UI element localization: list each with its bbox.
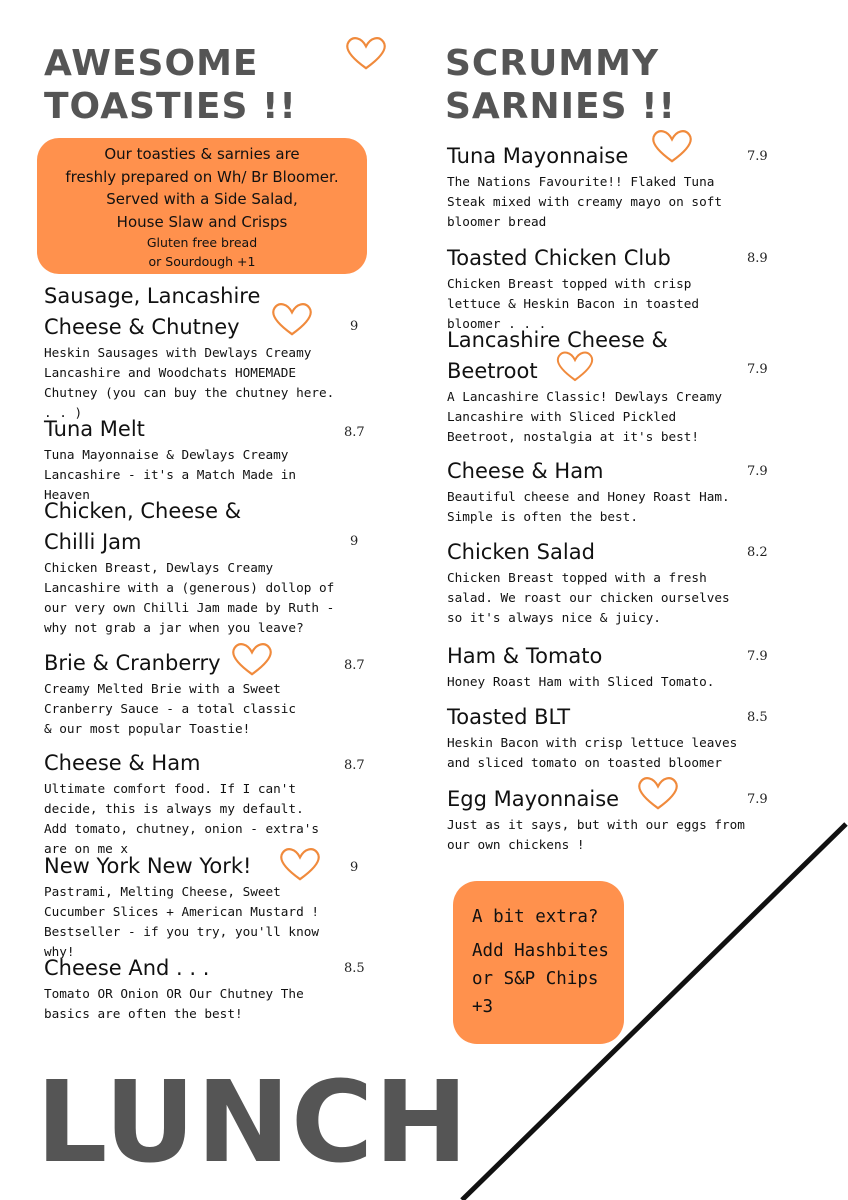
sarnie-item bbox=[447, 784, 757, 855]
item-price: 8.7 bbox=[344, 658, 365, 673]
info-note: or Sourdough +1 bbox=[148, 254, 256, 269]
sarnie-item bbox=[447, 456, 757, 527]
item-name: Cheese & Ham bbox=[447, 459, 604, 483]
sarnie-item bbox=[447, 141, 757, 232]
item-description: Pastrami, Melting Cheese, Sweet Cucumber Slices + American Mustard ! Bestseller - if you try, you'll know why! bbox=[44, 884, 319, 959]
heart-outline-icon bbox=[228, 640, 276, 680]
heart-outline-icon bbox=[342, 34, 390, 74]
info-line: House Slaw and Crisps bbox=[116, 212, 288, 231]
info-note: Gluten free bread bbox=[146, 235, 258, 250]
item-price: 7.9 bbox=[747, 649, 768, 664]
heart-outline-icon bbox=[268, 300, 316, 340]
extras-box bbox=[453, 881, 624, 1044]
item-description: The Nations Favourite!! Flaked Tuna Steak mixed with creamy mayo on soft bloomer bread bbox=[447, 174, 722, 229]
sarnie-item bbox=[447, 325, 757, 447]
item-price: 8.9 bbox=[747, 251, 768, 266]
item-price: 8.7 bbox=[344, 758, 365, 773]
item-description: Chicken Breast topped with crisp lettuce & Heskin Bacon in toasted bloomer . . . bbox=[447, 276, 700, 331]
item-description: Ultimate comfort food. If I can't decide, this is always my default. Add tomato, chutney, onion - extra's are on me x bbox=[44, 781, 319, 856]
item-description: Tuna Mayonnaise & Dewlays Creamy Lancashire - it's a Match Made in Heaven bbox=[44, 447, 297, 502]
item-description: A Lancashire Classic! Dewlays Creamy Lancashire with Sliced Pickled Beetroot, nostalgia at it's best! bbox=[447, 389, 722, 444]
info-line: Served with a Side Salad, bbox=[106, 190, 298, 208]
toastie-item bbox=[44, 496, 344, 638]
item-description: Just as it says, but with our eggs from our own chickens ! bbox=[447, 817, 745, 852]
item-price: 8.7 bbox=[344, 425, 365, 440]
heart-outline-icon bbox=[276, 845, 324, 885]
toastie-item bbox=[44, 648, 344, 739]
item-name: Cheese And . . . bbox=[44, 956, 210, 980]
info-box bbox=[37, 138, 367, 274]
item-price: 8.5 bbox=[747, 710, 768, 725]
toastie-item bbox=[44, 748, 344, 859]
lunch-title: LUNCH bbox=[36, 1058, 469, 1188]
item-price: 7.9 bbox=[747, 792, 768, 807]
item-price: 7.9 bbox=[747, 362, 768, 377]
extras-text: Add Hashbites or S&P Chips +3 bbox=[472, 941, 609, 1017]
item-description: Chicken Breast, Dewlays Creamy Lancashire with a (generous) dollop of our very own Chilli Jam made by Ruth - why not grab a jar when you leave? bbox=[44, 560, 335, 635]
item-description: Beautiful cheese and Honey Roast Ham. Simple is often the best. bbox=[447, 489, 730, 524]
info-line: Our toasties & sarnies are bbox=[104, 145, 300, 163]
item-price: 7.9 bbox=[747, 464, 768, 479]
item-price: 9 bbox=[350, 534, 359, 549]
item-name: Chicken, Cheese & Chilli Jam bbox=[44, 499, 242, 554]
heart-outline-icon bbox=[634, 774, 682, 814]
item-description: Tomato OR Onion OR Our Chutney The basics are often the best! bbox=[44, 986, 304, 1021]
toasties-heading: AWESOME TOASTIES !! bbox=[44, 43, 297, 127]
toastie-item bbox=[44, 414, 344, 505]
item-name: Tuna Melt bbox=[44, 417, 145, 441]
sarnies-heading: SCRUMMY SARNIES !! bbox=[445, 43, 676, 127]
sarnie-item bbox=[447, 243, 757, 334]
item-description: Heskin Sausages with Dewlays Creamy Lancashire and Woodchats HOMEMADE Chutney (you can buy the chutney here. . . ) bbox=[44, 345, 335, 420]
item-description: Honey Roast Ham with Sliced Tomato. bbox=[447, 674, 715, 689]
heart-outline-icon bbox=[648, 127, 696, 167]
item-name: Brie & Cranberry bbox=[44, 651, 221, 675]
item-price: 9 bbox=[350, 319, 359, 334]
item-price: 8.2 bbox=[747, 545, 768, 560]
item-name: Cheese & Ham bbox=[44, 751, 201, 775]
item-price: 9 bbox=[350, 860, 359, 875]
item-description: Heskin Bacon with crisp lettuce leaves and sliced tomato on toasted bloomer bbox=[447, 735, 738, 770]
item-name: Sausage, Lancashire Cheese & Chutney bbox=[44, 284, 261, 339]
sarnie-item bbox=[447, 702, 757, 773]
item-description: Chicken Breast topped with a fresh salad. We roast our chicken ourselves so it's always nice & juicy. bbox=[447, 570, 730, 625]
item-name: Egg Mayonnaise bbox=[447, 787, 620, 811]
item-name: Toasted Chicken Club bbox=[447, 246, 671, 270]
sarnie-item bbox=[447, 641, 757, 692]
sarnie-item bbox=[447, 537, 757, 628]
item-price: 8.5 bbox=[344, 961, 365, 976]
item-name: Chicken Salad bbox=[447, 540, 595, 564]
item-name: Lancashire Cheese & Beetroot bbox=[447, 328, 668, 383]
item-name: Toasted BLT bbox=[447, 705, 571, 729]
item-price: 7.9 bbox=[747, 149, 768, 164]
info-line: freshly prepared on Wh/ Br Bloomer. bbox=[65, 167, 339, 186]
extras-question: A bit extra? bbox=[472, 907, 599, 927]
item-name: Tuna Mayonnaise bbox=[447, 144, 629, 168]
item-description: Creamy Melted Brie with a Sweet Cranberry Sauce - a total classic & our most popular Toastie! bbox=[44, 681, 297, 736]
heart-outline-icon bbox=[553, 348, 597, 386]
item-name: Ham & Tomato bbox=[447, 644, 603, 668]
item-name: New York New York! bbox=[44, 854, 252, 878]
toastie-item bbox=[44, 953, 344, 1024]
